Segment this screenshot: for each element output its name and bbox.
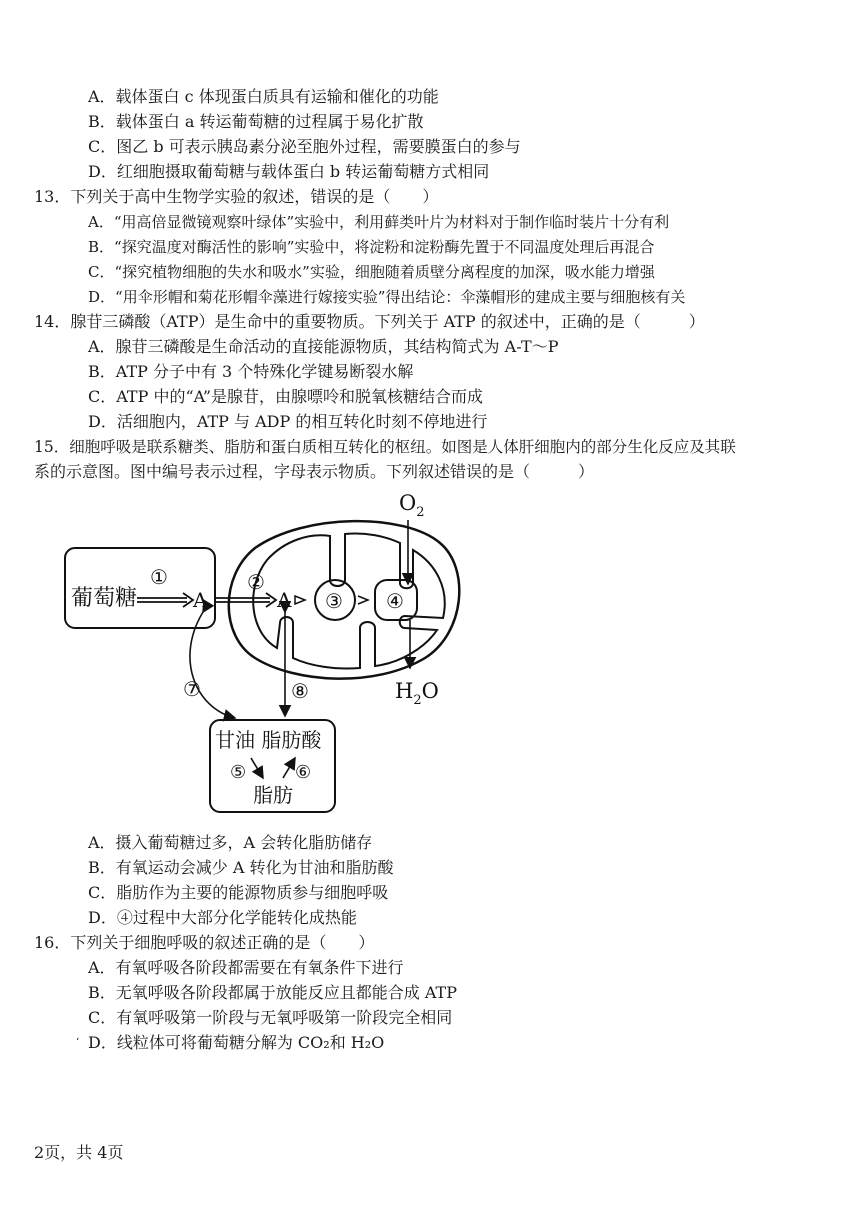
q15-option-b: B．有氧运动会减少 A 转化为甘油和脂肪酸 [88,858,394,877]
arrow-step-5 [251,758,263,778]
step-3-label: ③ [325,589,343,613]
q12-option-a: A．载体蛋白 c 体现蛋白质具有运输和催化的功能 [88,87,439,106]
step-4-label: ④ [386,589,404,613]
q12-option-c: C．图乙 b 可表示胰岛素分泌至胞外过程，需要膜蛋白的参与 [88,137,521,156]
arrow-a-into-mito [215,598,270,602]
q13-option-c: C．“探究植物细胞的失水和吸水”实验，细胞随着质壁分离程度的加深，吸水能力增强 [88,263,655,281]
q14-option-d: D．活细胞内，ATP 与 ADP 的相互转化时刻不停地进行 [88,412,488,431]
q15-option-a: A．摄入葡萄糖过多，A 会转化脂肪储存 [88,833,373,852]
q16-option-c: C．有氧呼吸第一阶段与无氧呼吸第一阶段完全相同 [88,1008,453,1027]
step-1-label: ① [150,565,168,589]
q14-option-c: C．ATP 中的“A”是腺苷，由腺嘌呤和脱氧核糖结合而成 [88,387,484,406]
q12-option-d: D．红细胞摄取葡萄糖与载体蛋白 b 转运葡萄糖方式相同 [88,162,490,181]
q14-option-b: B．ATP 分子中有 3 个特殊化学键易断裂水解 [88,362,414,381]
step-2-label: ② [247,570,265,594]
glycerol-fatty-acid-label: 甘油 脂肪酸 [215,728,322,752]
glucose-label: 葡萄糖 [71,586,138,611]
metabolism-diagram [55,488,505,818]
arrow-glucose-to-a [137,598,187,602]
q16-option-d: D．线粒体可将葡萄糖分解为 CO₂和 H₂O [88,1033,385,1052]
step-6-label: ⑥ [295,762,312,783]
stray-mark: ‘ [76,1037,80,1048]
q16-option-b: B．无氧呼吸各阶段都属于放能反应且都能合成 ATP [88,983,457,1002]
q14-stem: 14．腺苷三磷酸（ATP）是生命中的重要物质。下列关于 ATP 的叙述中，正确的是（ ） [34,312,705,331]
q13-option-b: B．“探究温度对酶活性的影响”实验中，将淀粉和淀粉酶先置于不同温度处理后再混合 [88,238,655,256]
q13-option-a: A．“用高倍显微镜观察叶绿体”实验中，利用藓类叶片为材料对于制作临时装片十分有利 [88,213,670,231]
a-cytoplasm-label: A [193,588,208,612]
q15-stem-line2: 系的示意图。图中编号表示过程，字母表示物质。下列叙述错误的是（ ） [34,462,595,481]
arrow-step-6 [283,758,295,778]
h2o-label: $H_2O$ [395,679,439,708]
fat-label: 脂肪 [253,783,293,807]
a-mito-label: A [277,588,292,612]
q13-stem: 13．下列关于高中生物学实验的叙述，错误的是（ ） [34,187,439,206]
q15-option-d: D．④过程中大部分化学能转化成热能 [88,908,357,927]
q15-option-c: C．脂肪作为主要的能源物质参与细胞呼吸 [88,883,389,902]
q14-option-a: A．腺苷三磷酸是生命活动的直接能源物质，其结构简式为 A-T～P [88,337,559,356]
step-7-label: ⑦ [183,677,201,701]
page-footer: 2页，共 4页 [34,1143,124,1162]
q12-option-b: B．载体蛋白 a 转运葡萄糖的过程属于易化扩散 [88,112,424,131]
o2-label: $O_2$ [399,491,425,520]
step-5-label: ⑤ [230,762,247,783]
step-8-label: ⑧ [291,679,309,703]
q16-stem: 16．下列关于细胞呼吸的叙述正确的是（ ） [34,933,375,952]
q13-option-d: D．“用伞形帽和菊花形帽伞藻进行嫁接实验”得出结论：伞藻帽形的建成主要与细胞核有关 [88,288,686,306]
q16-option-a: A．有氧呼吸各阶段都需要在有氧条件下进行 [88,958,404,977]
q15-stem-line1: 15．细胞呼吸是联系糖类、脂肪和蛋白质相互转化的枢纽。如图是人体肝细胞内的部分生化反应及其联 [34,438,736,456]
